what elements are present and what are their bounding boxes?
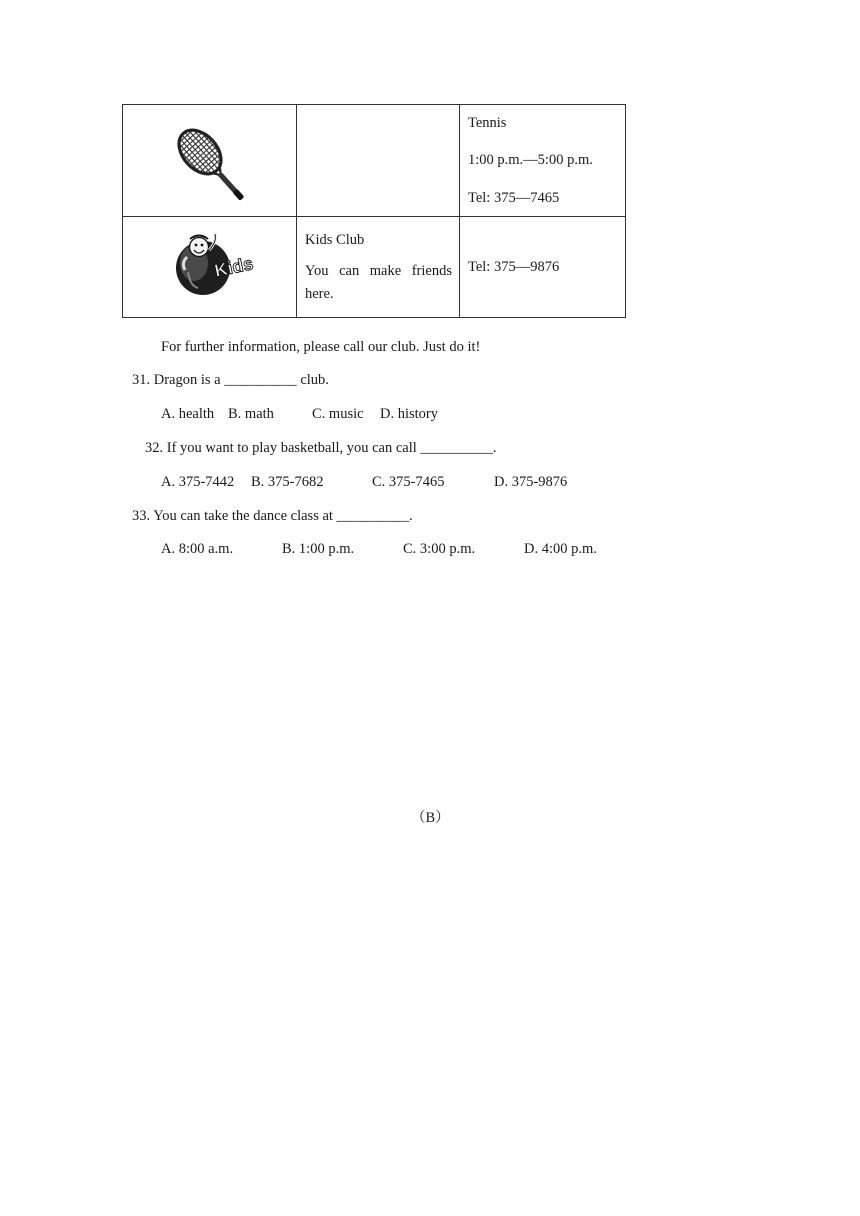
option-a: A. 375-7442 xyxy=(161,474,235,490)
option-c: C. 375-7465 xyxy=(372,474,445,490)
kids-club-logo-icon xyxy=(170,230,255,300)
option-a: A. health xyxy=(161,406,215,422)
club-description-line-1: You can make friends xyxy=(305,263,452,280)
empty-cell xyxy=(297,105,460,217)
section-label: （B） xyxy=(411,810,450,826)
club-phone: Tel: 375—9876 xyxy=(468,258,560,275)
option-c: C. 3:00 p.m. xyxy=(403,541,476,557)
option-b: B. math xyxy=(228,406,274,422)
question-text: 31. Dragon is a __________ club. xyxy=(132,372,329,388)
icon-cell xyxy=(123,105,297,217)
option-b: B. 1:00 p.m. xyxy=(282,541,355,557)
option-d: D. 4:00 p.m. xyxy=(524,541,597,557)
table-row xyxy=(123,217,626,318)
activity-time: 1:00 p.m.—5:00 p.m. xyxy=(468,152,593,169)
club-info-table xyxy=(122,104,626,318)
activity-name: Tennis xyxy=(468,114,507,131)
club-description-line-2: here. xyxy=(305,285,334,302)
icon-cell xyxy=(123,217,297,318)
activity-phone: Tel: 375—7465 xyxy=(468,189,560,206)
kids-club-info-cell xyxy=(297,217,460,318)
kids-club-phone-cell xyxy=(460,217,626,318)
question-text: 33. You can take the dance class at __________. xyxy=(132,508,413,524)
option-c: C. music xyxy=(312,406,364,422)
kids-logo-text: Kids xyxy=(212,252,255,281)
club-name: Kids Club xyxy=(305,231,365,248)
tennis-info-cell xyxy=(460,105,626,217)
table-row xyxy=(123,105,626,217)
question-text: 32. If you want to play basketball, you can call __________. xyxy=(145,440,497,456)
tennis-racket-icon xyxy=(170,119,250,197)
option-b: B. 375-7682 xyxy=(251,474,324,490)
option-d: D. history xyxy=(380,406,438,422)
further-information-text: For further information, please call our club. Just do it! xyxy=(161,339,481,355)
option-a: A. 8:00 a.m. xyxy=(161,541,234,557)
option-d: D. 375-9876 xyxy=(494,474,568,490)
